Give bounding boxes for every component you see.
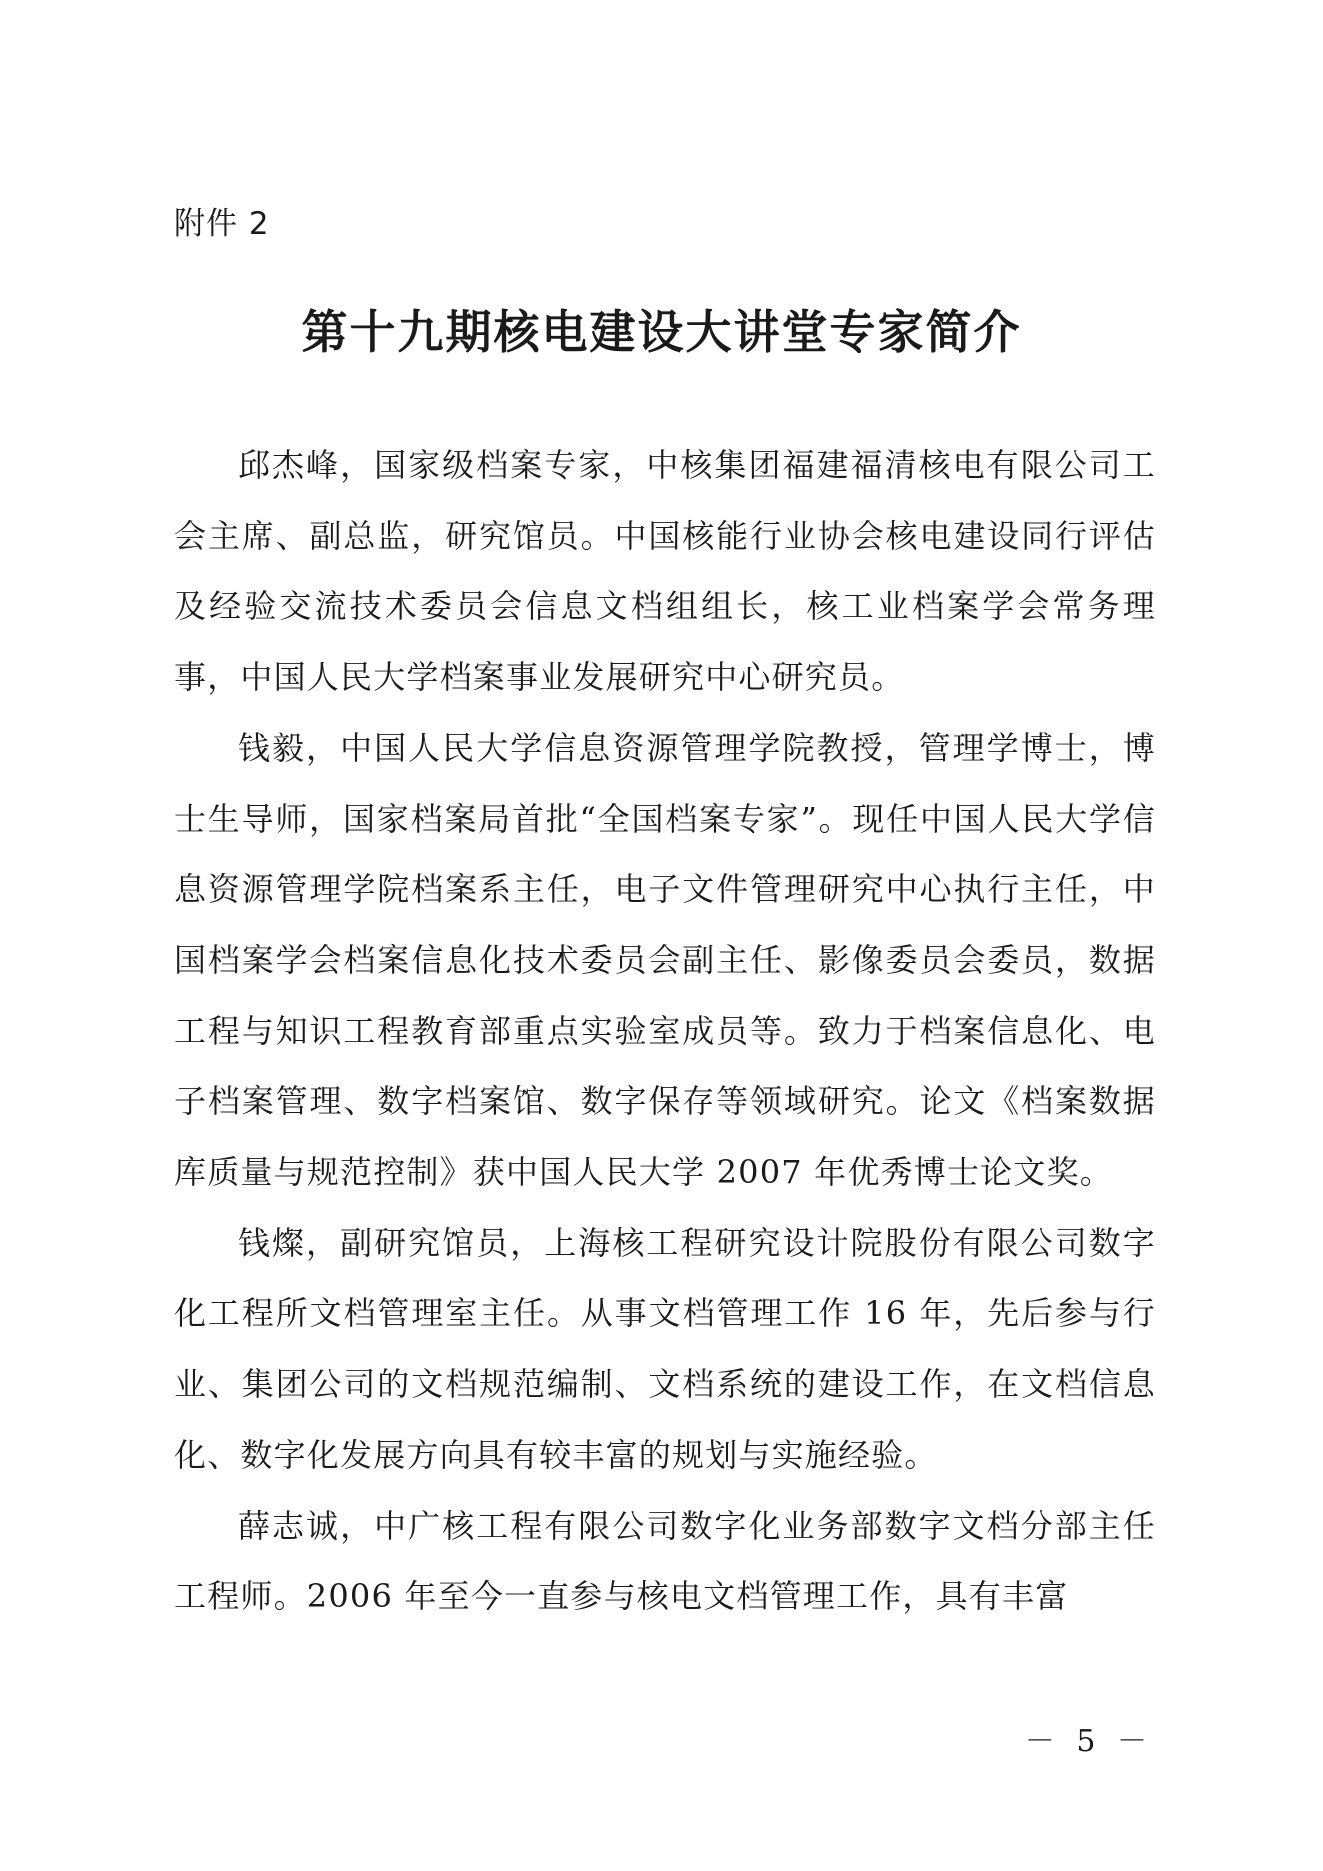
paragraph-qian-can: 钱燦，副研究馆员，上海核工程研究设计院股份有限公司数字化工程所文档管理室主任。从事文档管理工作 16 年，先后参与行业、集团公司的文档规范编制、文档系统的建设工作，在文档信息化、数字化发展方向具有较丰富的规划与实施经验。: [174, 1223, 1156, 1474]
paragraph-qiu-jiefeng: 邱杰峰，国家级档案专家，中核集团福建福清核电有限公司工会主席、副总监，研究馆员。中国核能行业协会核电建设同行评估及经验交流技术委员会信息文档组组长，核工业档案学会常务理事，中国人民大学档案事业发展研究中心研究员。: [174, 446, 1156, 697]
page-number: － 5 －: [1024, 1724, 1153, 1759]
paragraph-qian-yi: 钱毅，中国人民大学信息资源管理学院教授，管理学博士，博士生导师，国家档案局首批“全国档案专家”。现任中国人民大学信息资源管理学院档案系主任，电子文件管理研究中心执行主任，中国档案学会档案信息化技术委员会副主任、影像委员会委员，数据工程与知识工程教育部重点实验室成员等。致力于档案信息化、电子档案管理、数字档案馆、数字保存等领域研究。论文《档案数据库质量与规范控制》获中国人民大学 2007 年优秀博士论文奖。: [174, 728, 1156, 1192]
page-title: 第十九期核电建设大讲堂专家简介: [301, 305, 1022, 359]
attachment-label: 附件 2: [174, 206, 270, 242]
paragraph-xue-zhicheng: 薛志诚，中广核工程有限公司数字化业务部数字文档分部主任工程师。2006 年至今一直参与核电文档管理工作，具有丰富: [174, 1506, 1156, 1616]
document-body: [174, 430, 1156, 1632]
